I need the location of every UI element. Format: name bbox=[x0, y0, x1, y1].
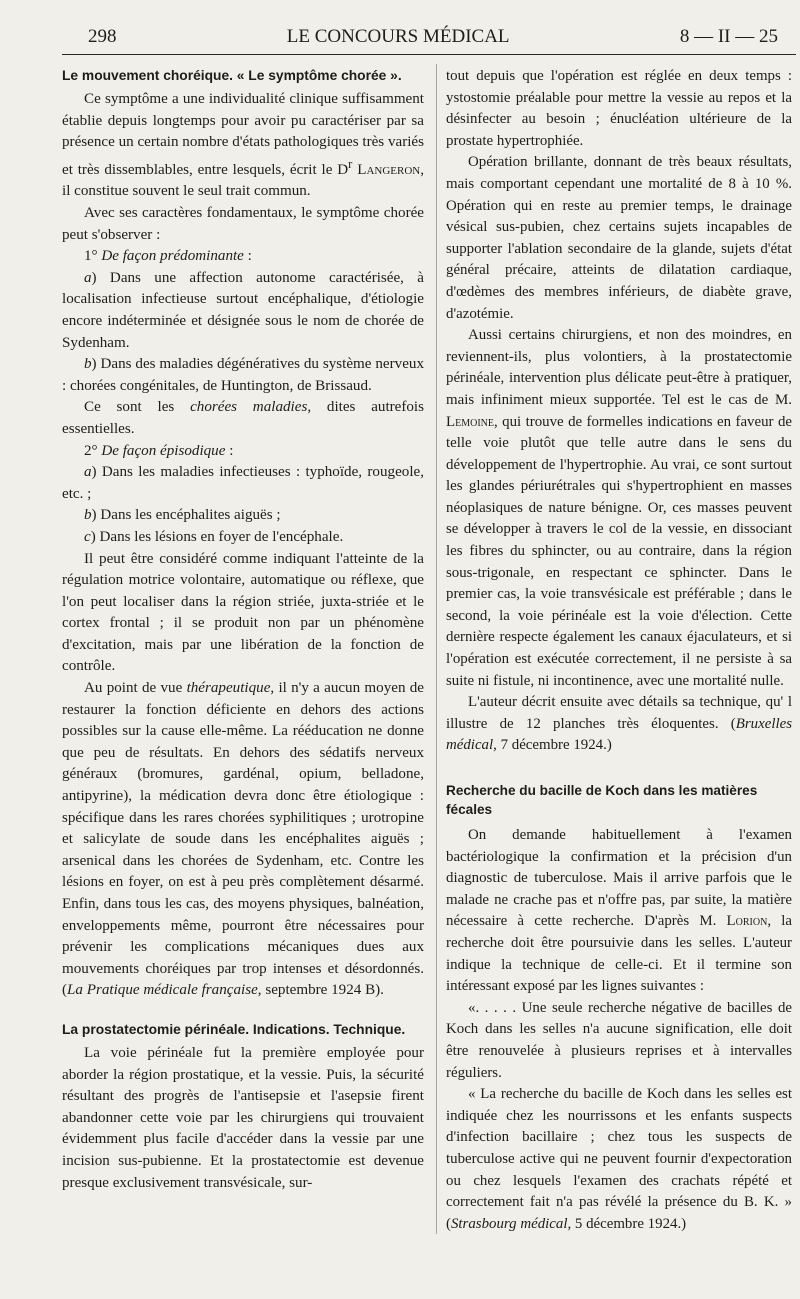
issue-date: 8 — II — 25 bbox=[679, 26, 778, 47]
prostatectomy-paragraph: L'auteur décrit ensuite avec détails sa technique, qu' l illustre de 12 planches très éloquentes. (Bruxelles médical, 7 décembre 1924.) bbox=[446, 694, 792, 754]
chorea-paragraph: Avec ses caractères fondamentaux, le symptôme chorée peut s'observer : bbox=[62, 205, 424, 243]
journal-title: LE CONCOURS MÉDICAL bbox=[286, 26, 510, 47]
running-header bbox=[88, 22, 778, 52]
prostatectomy-paragraph: La voie périnéale fut la première employée pour aborder la région prostatique, et la vessie. Puis, la sécurité résultant des progrès de l'antisepsie et l'asepsie firent abandonner cette voie par les chirurgiens qui trouvaient évidemment plus facile d'accéder dans la vessie par une incision sus-pubienne. Et la prostatectomie est devenue presque exclusivement transvésicale, sur- bbox=[62, 1044, 424, 1191]
chorea-item: c) Dans les lésions en foyer de l'encéphale. bbox=[84, 528, 344, 545]
koch-paragraph: On demande habituellement à l'examen bactériologique la confirmation et la précision d'un diagnostic de tuberculose. Mais il arrive parfois que le malade ne crache pas et n'offre pas, par suite, la matière nécessaire à cette recherche. D'après M. Lorion, la recherche doit être poursuivie dans les selles. L'auteur indique la technique de celle-ci. Et il termine son intéressant exposé par les lignes suivantes : bbox=[446, 827, 792, 995]
chorea-paragraph: Il peut être considéré comme indiquant l'atteinte de la régulation motrice volontaire, automatique ou réflexe, que l'on peut localiser dans la région striée, juxta-striée et le cortex frontal ; il se produit non par un phénomène d'excitation, mais par une libération de la fonction de contrôle. bbox=[62, 550, 424, 675]
header-rule bbox=[62, 54, 796, 55]
right-column bbox=[446, 66, 792, 1235]
author-langeron: Langeron bbox=[357, 161, 421, 178]
chorea-item: b) Dans les encéphalites aiguës ; bbox=[84, 507, 281, 524]
chorea-item: 1° De façon prédominante : bbox=[84, 248, 252, 265]
chorea-therapy-paragraph: Au point de vue thérapeutique, il n'y a aucun moyen de restaurer la fonction déficiente en dehors des actions possibles sur la cause elle-même. La rééducation ne donne que peu de résultats. En dehors des sédatifs nerveux généraux (bromures, gardénal, opium, belladone, antipyrine), la médication devra donc être étiologique : spécifique dans les rares chorées syphilitiques ; urotropine et salicylate de soude dans les encéphalites aiguës ; arsenical dans les chorées de Sydenham, etc. Contre les lésions en foyer, on est à peu près complètement désarmé. Enfin, dans tous les cas, des moyens physiques, balnéation, enveloppements même, pourront être nécessaires pour prévenir les complications mécaniques dues aux mouvements choréiques par trop intenses et désordonnés. (La Pratique médicale française, septembre 1924 B). bbox=[62, 680, 425, 999]
prostatectomy-paragraph: Aussi certains chirurgiens, et non des moindres, en reviennent-ils, plus volontiers, à la prostatectomie périnéale, intervention plus délicate peut-être à pratiquer, mais infiniment mieux supportée. Tel est le cas de M. Lemoine, qui trouve de formelles indications en faveur de telle voie plutôt que telle autre dans le sens du développement de l'hypertrophie. Au vrai, ce sont surtout les glandes périurétrales qui s'hypertrophient en masses néoplasiques de nature bénigne. Or, ces masses peuvent se développer à travers le col de la vessie, en dissociant les fibres du sphincter, ou au contraire, dans la région sous-trigonale, en respectant ce sphincter. Dans le premier cas, la voie transvésicale est préférable ; dans le second, la voie périnéale est la voie d'élection. Cette dernière respecte également les canaux éjaculateurs, et si l'opération est exécutée correctement, il ne persiste à sa suite ni fistule, ni incontinence, avec une mortalité nulle. bbox=[446, 327, 792, 689]
chorea-item: 2° De façon épisodique : bbox=[84, 442, 234, 459]
koch-quote: «. . . . . Une seule recherche négative de bacilles de Koch dans les selles n'a aucune signification, elle doit être renouvelée à plusieurs reprises et à intervalles réguliers. bbox=[446, 999, 792, 1081]
chorea-item: a) Dans les maladies infectieuses : typhoïde, rougeole, etc. ; bbox=[62, 464, 424, 502]
source-citation: La Pratique médicale française bbox=[67, 982, 258, 999]
column-divider bbox=[436, 64, 437, 1234]
source-citation: Strasbourg médical bbox=[450, 1215, 568, 1232]
chorea-paragraph: Ce sont les chorées maladies, dites autrefois essentielles. bbox=[62, 399, 425, 437]
section-title-chorea: Le mouvement choréique. « Le symptôme chorée ». bbox=[62, 68, 402, 83]
page-number: 298 bbox=[88, 26, 117, 47]
koch-quote: « La recherche du bacille de Koch dans les selles est indiquée chez les nourrissons et les enfants suspects d'infection bacillaire ; chez tous les suspects de tuberculose active qui ne peuvent fournir d'expectoration ou chez lesquels l'examen des crachats répété et correctement fait n'a pas révélé la présence du B. K. » (Strasbourg médical, 5 décembre 1924.) bbox=[446, 1086, 792, 1232]
prostatectomy-continued: tout depuis que l'opération est réglée en deux temps : ystostomie préalable pour mettre la vessie au repos et la désinfecter au besoin ; énucléation ultérieure de la prostate hypertrophiée. bbox=[446, 68, 792, 149]
section-title-prostatectomy: La prostatectomie périnéale. Indications. Technique. bbox=[62, 1021, 406, 1037]
chorea-item: a) Dans une affection autonome caractérisée, à localisation infectieuse surtout encéphalique, d'étiologie encore indéterminée et désignée sous le nom de chorée de Sydenham. bbox=[62, 269, 424, 351]
prostatectomy-paragraph: Opération brillante, donnant de très beaux résultats, mais comportant cependant une mortalité de 8 à 10 %. Opération qui en reste au premier temps, le drainage vésical sus-pubien, chez certains sujets incapables de supporter l'ablation secondaire de la glande, sujets d'état général précaire, atteints de dilatation cardiaque, d'œdèmes des membres inférieurs, de diabète grave, d'azotémie. bbox=[446, 154, 792, 322]
chorea-intro-paragraph: Ce symptôme a une individualité clinique suffisamment établie depuis longtemps pour avoir pu caractériser par sa présence un certain nombre d'états pathologiques très variés et très dissemblables, entre lesquels, écrit le $D^r$ Langeron, il constitue souvent le seul trait commun. bbox=[62, 91, 424, 200]
left-column bbox=[62, 66, 424, 1194]
author-lorion: Lorion bbox=[726, 913, 768, 930]
chorea-item: b) Dans des maladies dégénératives du système nerveux : chorées congénitales, de Huntington, de Brissaud. bbox=[62, 356, 424, 394]
section-title-koch: Recherche du bacille de Koch dans les matières fécales bbox=[446, 783, 758, 817]
source-citation: Bruxelles médical bbox=[446, 715, 792, 754]
author-lemoine: Lemoine bbox=[446, 413, 494, 430]
